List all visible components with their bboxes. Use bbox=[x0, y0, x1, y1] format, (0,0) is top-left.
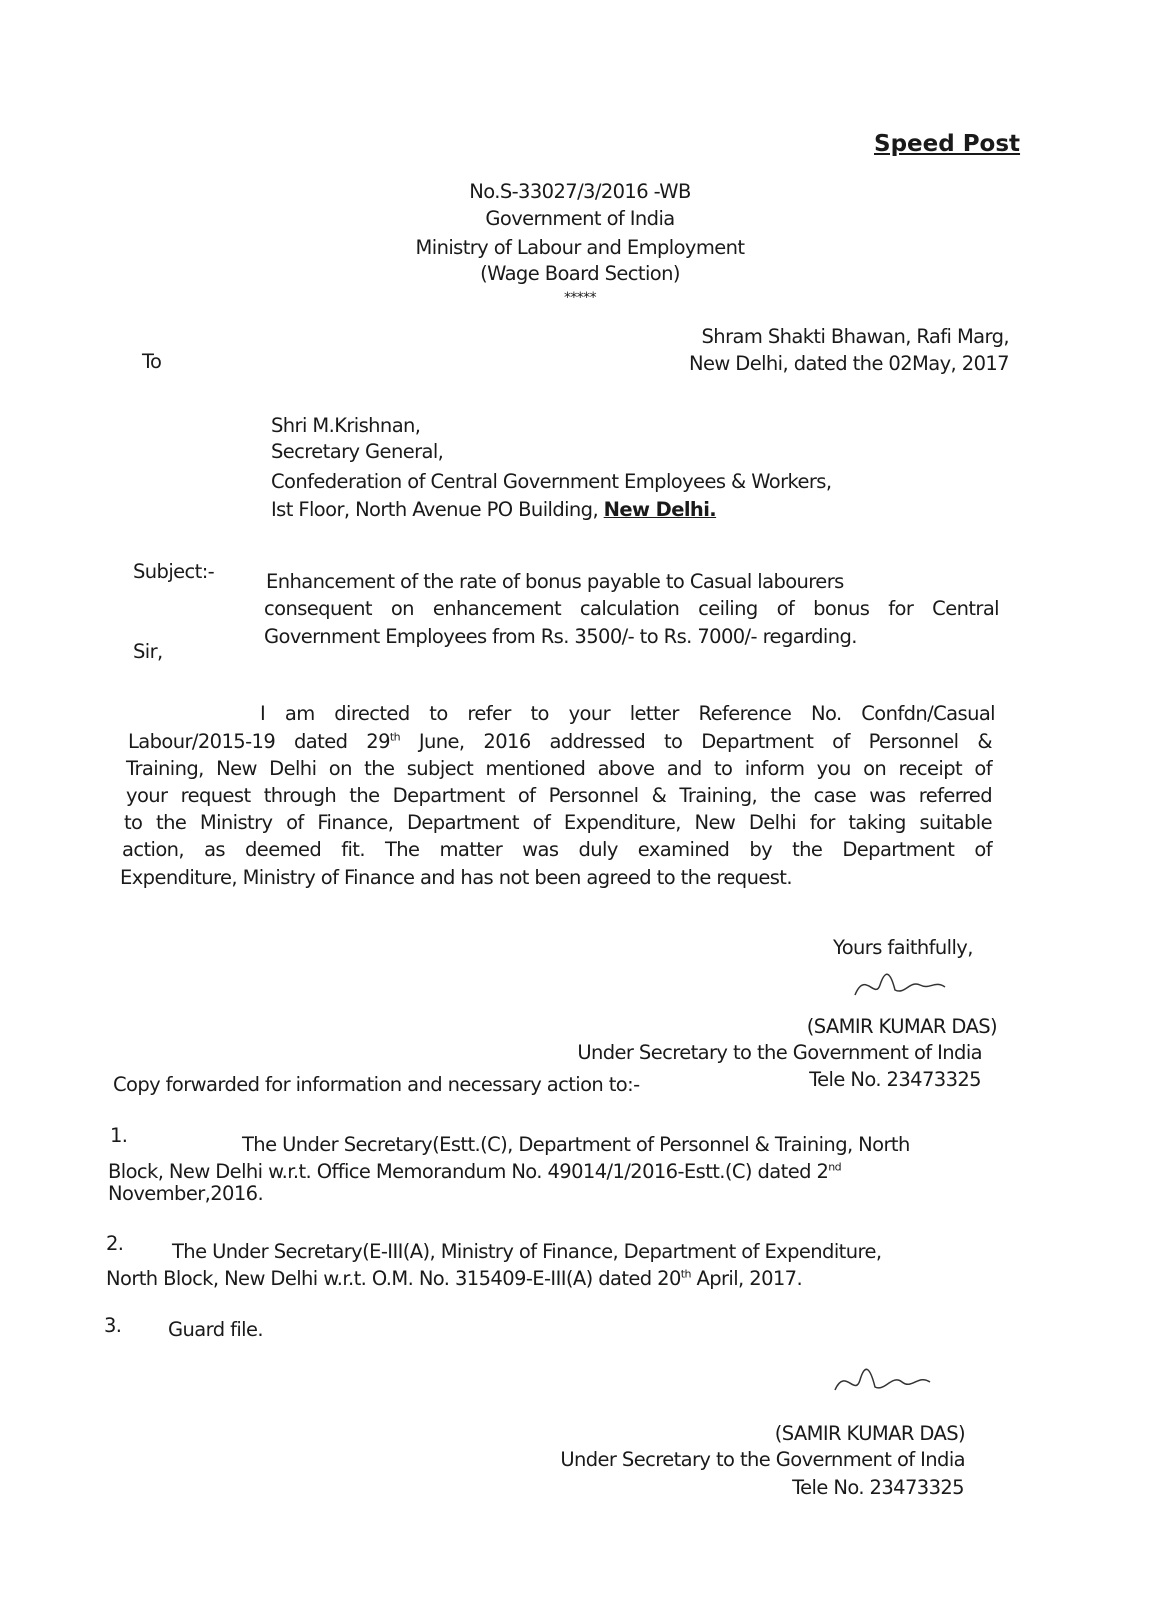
superscript: nd bbox=[828, 1160, 842, 1174]
section-heading: (Wage Board Section) bbox=[480, 262, 680, 285]
copy-text: North Block, New Delhi w.r.t. O.M. No. 315409-E-III(A) dated 20 bbox=[106, 1267, 681, 1290]
signatory-name: (SAMIR KUMAR DAS) bbox=[806, 1015, 997, 1038]
body-line: to the Ministry of Finance, Department of Expenditure, New Delhi for taking suitable bbox=[124, 811, 992, 834]
addressee-designation: Secretary General, bbox=[271, 440, 444, 463]
copy-line: Guard file. bbox=[168, 1318, 263, 1341]
body-text: June, 2016 addressed to Department of Personnel & bbox=[399, 730, 992, 753]
copy-number: 3. bbox=[104, 1314, 122, 1337]
body-line: your request through the Department of Personnel & Training, the case was referred bbox=[126, 784, 992, 807]
speed-post-label: Speed Post bbox=[874, 131, 1021, 157]
copy-text: Block, New Delhi w.r.t. Office Memorandum No. 49014/1/2016-Estt.(C) dated 2 bbox=[108, 1160, 829, 1183]
copy-line: The Under Secretary(E-III(A), Ministry of Finance, Department of Expenditure, bbox=[172, 1240, 882, 1263]
copy-line bbox=[108, 1160, 841, 1184]
copy-text: April, 2017. bbox=[690, 1267, 803, 1290]
copy-line: The Under Secretary(Estt.(C), Department of Personnel & Training, North bbox=[242, 1133, 910, 1156]
subject-line: Government Employees from Rs. 3500/- to Rs. 7000/- regarding. bbox=[264, 625, 857, 648]
salutation: Sir, bbox=[133, 640, 163, 663]
to-label: To bbox=[142, 350, 162, 373]
subject-label: Subject:- bbox=[133, 560, 215, 583]
body-line bbox=[128, 730, 992, 754]
addressee-city: New Delhi. bbox=[603, 498, 717, 521]
body-line: I am directed to refer to your letter Reference No. Confdn/Casual bbox=[260, 702, 995, 725]
place-line: Shram Shakti Bhawan, Rafi Marg, bbox=[701, 325, 1009, 348]
signatory-title: Under Secretary to the Government of India bbox=[560, 1448, 965, 1471]
signature bbox=[830, 1362, 950, 1407]
body-line: action, as deemed fit. The matter was duly examined by the Department of bbox=[122, 838, 992, 861]
superscript: th bbox=[680, 1267, 691, 1281]
address-text: Ist Floor, North Avenue PO Building, bbox=[271, 498, 599, 521]
government-heading: Government of India bbox=[485, 207, 675, 230]
signature bbox=[850, 965, 960, 1010]
ministry-heading: Ministry of Labour and Employment bbox=[415, 236, 745, 259]
addressee-address bbox=[271, 498, 716, 522]
superscript: th bbox=[389, 730, 400, 744]
date-line: New Delhi, dated the 02May, 2017 bbox=[688, 352, 1009, 375]
addressee-name: Shri M.Krishnan, bbox=[271, 414, 421, 437]
subject-line: Enhancement of the rate of bonus payable to Casual labourers bbox=[266, 570, 844, 593]
copy-number: 1. bbox=[110, 1124, 128, 1147]
body-line: Training, New Delhi on the subject mentioned above and to inform you on receipt of bbox=[126, 757, 992, 780]
body-text: Labour/2015-19 dated 29 bbox=[128, 730, 390, 753]
stars-divider: ***** bbox=[563, 290, 596, 306]
subject-line: consequent on enhancement calculation ceiling of bonus for Central bbox=[264, 597, 999, 620]
copy-heading: Copy forwarded for information and necessary action to:- bbox=[113, 1073, 640, 1096]
signatory-title: Under Secretary to the Government of India bbox=[577, 1041, 982, 1064]
copy-number: 2. bbox=[106, 1232, 124, 1255]
signatory-tele: Tele No. 23473325 bbox=[809, 1068, 981, 1091]
copy-line: November,2016. bbox=[108, 1182, 264, 1205]
copy-line bbox=[106, 1267, 802, 1291]
body-line: Expenditure, Ministry of Finance and has not been agreed to the request. bbox=[120, 866, 792, 889]
signatory-name: (SAMIR KUMAR DAS) bbox=[774, 1422, 965, 1445]
closing: Yours faithfully, bbox=[833, 936, 973, 959]
signatory-tele: Tele No. 23473325 bbox=[792, 1476, 964, 1499]
file-number: No.S-33027/3/2016 -WB bbox=[469, 180, 691, 203]
addressee-organisation: Confederation of Central Government Employees & Workers, bbox=[271, 470, 832, 493]
